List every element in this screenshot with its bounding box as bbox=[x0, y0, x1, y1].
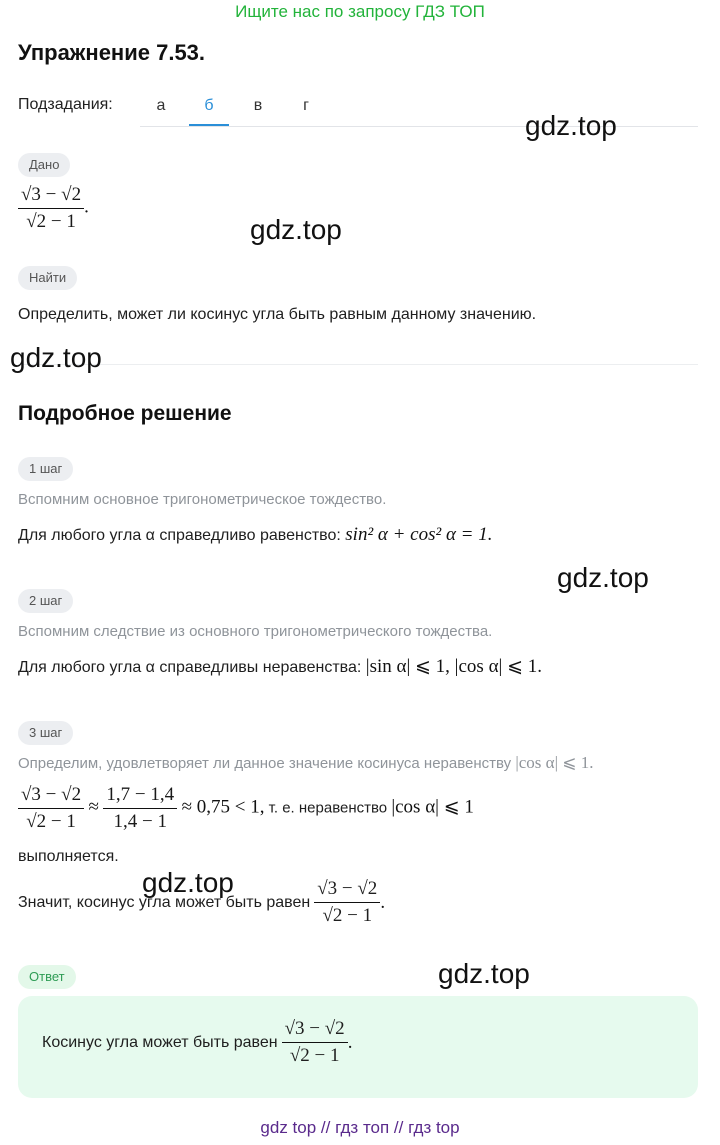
step-2-formula: |sin α| ⩽ 1, |cos α| ⩽ 1. bbox=[365, 656, 542, 677]
step-3-hint-line bbox=[18, 752, 593, 775]
step-3-text-end: выполняется. bbox=[18, 848, 119, 865]
step-3-hint: Определим, удовлетворяет ли данное значение косинуса неравенству bbox=[18, 755, 516, 772]
fraction-numerator: √3 − √2 bbox=[18, 184, 84, 209]
fraction-numerator: 1,7 − 1,4 bbox=[103, 784, 177, 809]
given-pill: Дано bbox=[18, 153, 70, 177]
given-fraction bbox=[18, 184, 84, 233]
tab-b[interactable]: б bbox=[189, 88, 229, 126]
given-formula bbox=[18, 184, 89, 233]
answer-line bbox=[42, 1018, 352, 1067]
search-banner: Ищите нас по запросу ГДЗ ТОП bbox=[235, 2, 485, 21]
watermark: gdz.top bbox=[142, 867, 234, 898]
answer-dot: . bbox=[347, 1031, 353, 1053]
fraction-denominator: √2 − 1 bbox=[322, 905, 373, 926]
step-3-pill: 3 шаг bbox=[18, 721, 73, 745]
step-3-conclusion: Значит, косинус угла может быть равен bbox=[18, 893, 311, 911]
step-3-text-mid: т. е. неравенство bbox=[264, 799, 392, 817]
fraction-denominator: √2 − 1 bbox=[26, 811, 76, 832]
step-3-hint-formula: |cos α| ⩽ 1. bbox=[515, 753, 594, 772]
watermark: gdz.top bbox=[438, 958, 530, 989]
step-3-fraction-2 bbox=[103, 784, 177, 833]
step-1-hint: Вспомним основное тригонометрическое тождество. bbox=[18, 491, 387, 508]
tab-a[interactable]: а bbox=[156, 97, 166, 114]
footer-links[interactable]: gdz top // гдз топ // гдз top bbox=[260, 1118, 460, 1137]
step-2-text: Для любого угла α справедливы неравенства: bbox=[18, 659, 366, 676]
watermark: gdz.top bbox=[250, 214, 342, 245]
find-text: Определить, может ли косинус угла быть равным данному значению. bbox=[18, 306, 537, 323]
fraction-denominator: √2 − 1 bbox=[26, 211, 76, 232]
find-pill: Найти bbox=[18, 266, 77, 290]
conclusion-fraction bbox=[314, 878, 380, 927]
watermark: gdz.top bbox=[557, 562, 649, 593]
step-3-calculation bbox=[18, 784, 474, 833]
tab-g[interactable]: г bbox=[303, 97, 309, 114]
approx-sign: ≈ bbox=[88, 796, 99, 818]
step-1-line bbox=[18, 524, 493, 547]
page-title: Упражнение 7.53. bbox=[18, 40, 206, 65]
step-2-pill: 2 шаг bbox=[18, 589, 73, 613]
subtasks-label: Подзадания: bbox=[18, 96, 113, 113]
step-1-formula: sin² α + cos² α = 1. bbox=[345, 524, 493, 545]
approx-value: ≈ 0,75 < 1, bbox=[181, 796, 265, 818]
given-dot: . bbox=[84, 196, 89, 218]
watermark: gdz.top bbox=[10, 342, 102, 373]
fraction-denominator: √2 − 1 bbox=[289, 1045, 340, 1066]
watermark: gdz.top bbox=[525, 110, 617, 141]
answer-pill: Ответ bbox=[18, 965, 76, 989]
fraction-numerator: √3 − √2 bbox=[18, 784, 84, 809]
step-3-formula-end: |cos α| ⩽ 1 bbox=[391, 796, 474, 818]
answer-text: Косинус угла может быть равен bbox=[42, 1033, 278, 1051]
fraction-numerator: √3 − √2 bbox=[282, 1018, 348, 1043]
step-2-hint: Вспомним следствие из основного тригонометрического тождества. bbox=[18, 623, 493, 640]
step-2-line bbox=[18, 656, 542, 679]
step-3-fraction-1 bbox=[18, 784, 84, 833]
step-1-pill: 1 шаг bbox=[18, 457, 73, 481]
solution-title: Подробное решение bbox=[18, 402, 232, 425]
answer-fraction bbox=[282, 1018, 348, 1067]
conclusion-dot: . bbox=[380, 891, 386, 913]
fraction-denominator: 1,4 − 1 bbox=[113, 811, 168, 832]
tab-v[interactable]: в bbox=[253, 97, 263, 114]
divider bbox=[18, 364, 698, 365]
step-1-text: Для любого угла α справедливо равенство: bbox=[18, 527, 346, 544]
fraction-numerator: √3 − √2 bbox=[314, 878, 380, 903]
